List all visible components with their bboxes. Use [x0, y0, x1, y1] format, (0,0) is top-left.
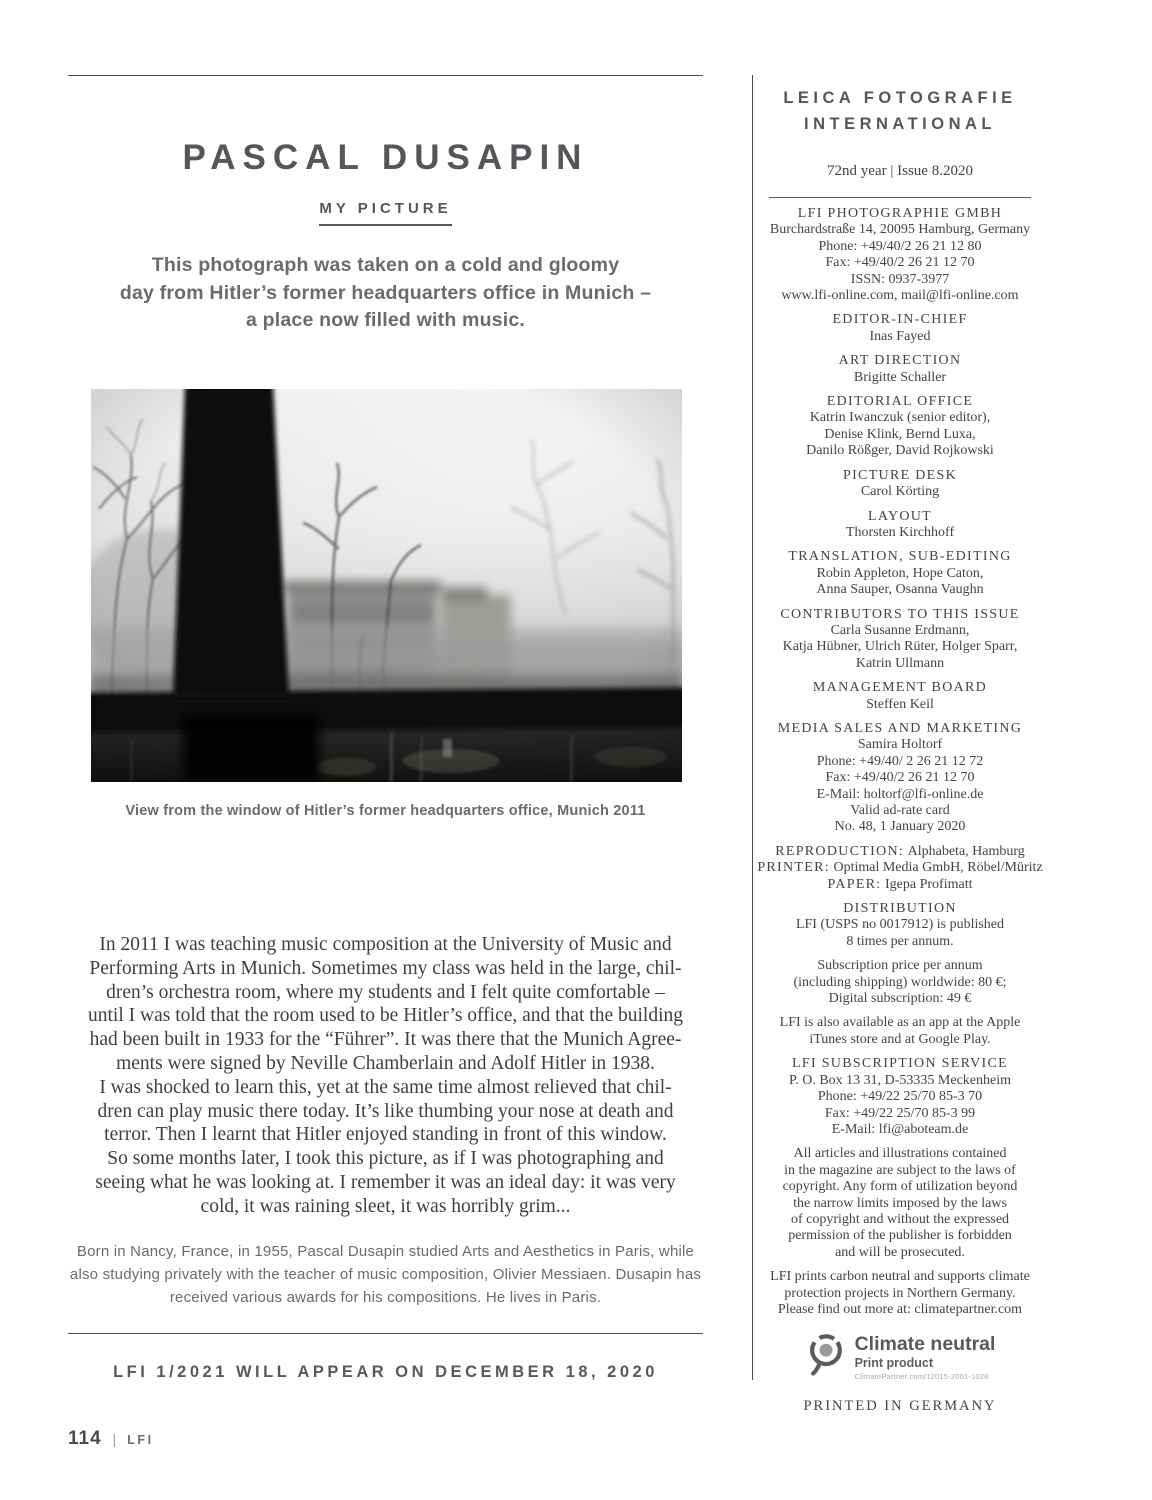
bottom-rule [68, 1333, 703, 1334]
standfirst-line: a place now filled with music. [245, 309, 526, 331]
climate-badge-title: Climate neutral [854, 1333, 996, 1356]
imprint-line: Katrin Ullmann [855, 655, 945, 671]
page-number: 114 [68, 1428, 102, 1449]
imprint-inline-label: PAPER: [827, 876, 882, 892]
imprint-section [756, 353, 1044, 386]
imprint-line: LFI prints carbon neutral and supports climate [770, 1269, 1030, 1285]
imprint-section [756, 901, 1044, 950]
body-line: So some months later, I took this picture, as if I was photographing and [107, 1148, 664, 1170]
body-line: Performing Arts in Munich. Sometimes my class was held in the large, chil- [89, 957, 682, 979]
bio-line: also studying privately with the teacher of music composition, Olivier Messiaen. Dusapin has [69, 1266, 702, 1283]
body-line: ments were signed by Neville Chamberlain and Adolf Hitler in 1938. [116, 1052, 655, 1074]
imprint-section [756, 958, 1044, 1007]
imprint-section-title: EDITORIAL OFFICE [826, 394, 974, 410]
top-rule [68, 75, 703, 76]
imprint-line: Katja Hübner, Ulrich Rüter, Holger Sparr, [782, 639, 1018, 655]
column-divider [752, 75, 753, 1380]
rubric-label: MY PICTURE [319, 200, 451, 226]
imprint-line: Samira Holtorf [857, 737, 943, 753]
imprint-section [756, 394, 1044, 460]
author-bio [50, 1240, 721, 1309]
next-issue-announcement: LFI 1/2021 WILL APPEAR ON DECEMBER 18, 2020 [113, 1363, 658, 1381]
imprint-line: LFI (USPS no 0017912) is published [795, 917, 1005, 933]
imprint-section-title: LFI SUBSCRIPTION SERVICE [792, 1056, 1008, 1072]
page-footer [68, 1428, 154, 1450]
imprint-inline-label: REPRODUCTION: [775, 843, 905, 859]
imprint-line: www.lfi-online.com, mail@lfi-online.com [781, 288, 1019, 304]
imprint-section-title: LAYOUT [867, 508, 933, 524]
climate-badge-url: ClimatePartner.com/12015-2001-1028 [854, 1372, 989, 1382]
brand-line: INTERNATIONAL [803, 115, 996, 133]
body-line: until I was told that the room used to be Hitler’s office, and that the building [88, 1005, 683, 1027]
imprint-line: Phone: +49/22 25/70 85-3 70 [817, 1089, 983, 1105]
imprint-section-title: PICTURE DESK [843, 467, 957, 483]
imprint-line: Brigitte Schaller [853, 369, 947, 385]
imprint-line: Denise Klink, Bernd Luxa, [824, 426, 976, 442]
body-line: seeing what he was looking at. I remember it was an ideal day: it was very [95, 1171, 676, 1193]
photo-caption: View from the window of Hitler’s former headquarters office, Munich 2011 [125, 803, 646, 819]
climate-badge-text [855, 1331, 996, 1381]
body-line: dren can play music there today. It’s like thumbing your nose at death and [97, 1100, 674, 1122]
imprint-line: Fax: +49/40/2 26 21 12 70 [825, 255, 975, 271]
imprint-line: Please find out more at: climatepartner.com [777, 1301, 1023, 1317]
imprint-section [756, 1056, 1044, 1138]
imprint-section-title: LFI PHOTOGRAPHIE GMBH [797, 206, 1003, 221]
body-line: terror. Then I learnt that Hitler enjoyed standing in front of this window. [104, 1124, 667, 1146]
imprint-line: the narrow limits imposed by the laws [793, 1195, 1007, 1211]
standfirst [68, 252, 703, 335]
imprint-section-title: MEDIA SALES AND MARKETING [777, 720, 1023, 736]
imprint-line: Digital subscription: 49 € [828, 991, 972, 1007]
imprint-line: Fax: +49/22 25/70 85-3 99 [824, 1105, 976, 1121]
standfirst-line: This photograph was taken on a cold and gloomy [151, 254, 620, 276]
bio-line: received various awards for his compositions. He lives in Paris. [169, 1289, 602, 1306]
imprint-section-title: MANAGEMENT BOARD [812, 680, 988, 696]
imprint-section [756, 206, 1044, 304]
page-title: PASCAL DUSAPIN [182, 138, 589, 177]
climate-neutral-badge [756, 1331, 1044, 1381]
body-line: had been built in 1933 for the “Führer”. It was there that the Munich Agree- [89, 1029, 682, 1051]
imprint-line: LFI is also available as an app at the Apple [779, 1015, 1021, 1031]
imprint-line: in the magazine are subject to the laws of [784, 1162, 1016, 1178]
imprint-section [756, 1015, 1044, 1048]
imprint-line: Katrin Iwanczuk (senior editor), [809, 410, 991, 426]
climate-badge-subtitle: Print product [854, 1356, 934, 1371]
imprint-line: and will be prosecuted. [835, 1244, 965, 1260]
imprint-line: (including shipping) worldwide: 80 €; [793, 974, 1007, 990]
window-view-photo [91, 389, 682, 782]
imprint-line: Anna Sauper, Osanna Vaughn [816, 582, 984, 598]
body-line: dren’s orchestra room, where my students and I felt quite comfortable – [106, 981, 665, 1003]
imprint-line: Steffen Keil [866, 696, 934, 712]
imprint-line: Subscription price per annum [817, 958, 983, 974]
imprint-section [756, 607, 1044, 673]
imprint-line: PAPER: Igepa Profimatt [827, 876, 973, 892]
imprint-line: All articles and illustrations contained [793, 1146, 1007, 1162]
standfirst-line: day from Hitler’s former headquarters office in Munich – [119, 281, 652, 304]
brand-line: LEICA FOTOGRAFIE [783, 89, 1017, 107]
footer-brand: LFI [127, 1433, 154, 1447]
imprint-sections [756, 206, 1044, 1318]
article-photo [91, 389, 682, 782]
issue-info: 72nd year | Issue 8.2020 [827, 163, 973, 179]
imprint-line: Fax: +49/40/2 26 21 12 70 [825, 770, 975, 786]
imprint-line: of copyright and without the expressed [790, 1211, 1010, 1227]
imprint-line: No. 48, 1 January 2020 [834, 819, 966, 835]
imprint-line: Thorsten Kirchhoff [845, 524, 955, 540]
imprint-line: Burchardstraße 14, 20095 Hamburg, Germany [769, 222, 1031, 238]
imprint-section-title: TRANSLATION, SUB-EDITING [788, 549, 1012, 565]
imprint-section [756, 680, 1044, 713]
printed-in-germany: PRINTED IN GERMANY [803, 1398, 997, 1415]
imprint-line: REPRODUCTION: Alphabeta, Hamburg [775, 843, 1025, 859]
imprint-section-title: ART DIRECTION [838, 353, 962, 369]
imprint-section-title: CONTRIBUTORS TO THIS ISSUE [780, 606, 1020, 622]
imprint-line: Phone: +49/40/ 2 26 21 12 72 [816, 753, 984, 769]
imprint-line: Inas Fayed [869, 328, 931, 344]
imprint-section [756, 468, 1044, 501]
bio-line: Born in Nancy, France, in 1955, Pascal Dusapin studied Arts and Aesthetics in Paris, while [76, 1243, 695, 1260]
footer-separator: | [112, 1431, 117, 1447]
imprint-line: iTunes store and at Google Play. [809, 1031, 991, 1047]
imprint-line: Valid ad-rate card [850, 803, 950, 818]
imprint-section-title: DISTRIBUTION [843, 901, 957, 917]
imprint-section [756, 721, 1044, 836]
publication-brand [756, 85, 1044, 137]
imprint-line: Carla Susanne Erdmann, [830, 622, 970, 638]
imprint-section [756, 312, 1044, 345]
body-line: In 2011 I was teaching music composition at the University of Music and [99, 934, 672, 955]
imprint-line: permission of the publisher is forbidden [788, 1228, 1012, 1244]
imprint-line: E-Mail: lfi@aboteam.de [831, 1121, 969, 1137]
climate-partner-icon [805, 1331, 847, 1377]
article-body [50, 933, 721, 1219]
imprint-section [756, 1269, 1044, 1318]
imprint-line: 8 times per annum. [846, 933, 954, 949]
imprint-line: E-Mail: holtorf@lfi-online.de [816, 786, 984, 802]
imprint-section [756, 509, 1044, 542]
imprint-column [756, 85, 1044, 1415]
rubric-wrap [68, 200, 703, 226]
imprint-line: P. O. Box 13 31, D-53335 Meckenheim [788, 1072, 1012, 1088]
imprint-line: protection projects in Northern Germany. [784, 1285, 1016, 1301]
imprint-line: Danilo Rößger, David Rojkowski [806, 443, 994, 459]
body-line: cold, it was raining sleet, it was horribly grim... [200, 1195, 571, 1217]
imprint-section [756, 844, 1044, 893]
imprint-line: PRINTER: Optimal Media GmbH, Röbel/Müritz [757, 860, 1043, 876]
imprint-line: Phone: +49/40/2 26 21 12 80 [818, 238, 982, 254]
imprint-line: ISSN: 0937-3977 [850, 271, 950, 287]
body-line: I was shocked to learn this, yet at the same time almost relieved that chil- [99, 1076, 672, 1098]
imprint-inline-label: PRINTER: [757, 860, 830, 876]
imprint-section [756, 549, 1044, 598]
imprint-line: copyright. Any form of utilization beyond [782, 1179, 1018, 1195]
imprint-line: Carol Körting [860, 484, 940, 500]
imprint-rule [769, 197, 1031, 198]
imprint-section-title: EDITOR-IN-CHIEF [832, 312, 968, 328]
imprint-line: Robin Appleton, Hope Caton, [816, 565, 984, 581]
imprint-section [756, 1146, 1044, 1261]
